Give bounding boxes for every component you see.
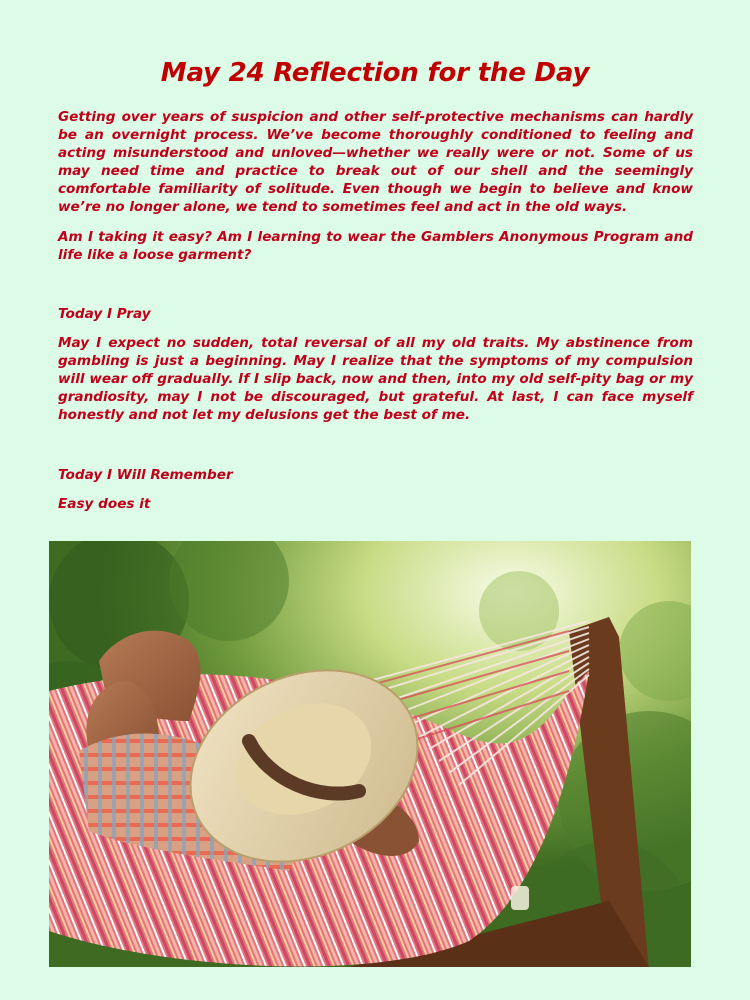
page-title: May 24 Reflection for the Day <box>160 58 590 88</box>
hammock-illustration <box>49 541 691 967</box>
pray-paragraph <box>58 334 693 424</box>
pray-text: May I expect no sudden, total reversal of all my old traits. My abstinence from gambling is just a beginning. May I realize that the symptoms of my compulsion will wear off gradually. If I slip back, now and then, into my old self-pity bag or my grandiosity, may I not be discouraged, but grateful. At last, I can face myself honestly and not let my delusions get the best of me. <box>58 335 693 423</box>
remember-paragraph <box>58 495 693 513</box>
pray-section-heading <box>58 305 693 323</box>
remember-section-heading <box>58 466 693 484</box>
remember-heading-text: Today I Will Remember <box>58 467 233 483</box>
reflection-paragraph-1 <box>58 108 693 216</box>
reflection-text-2: Am I taking it easy? Am I learning to wear the Gamblers Anonymous Program and life like a loose garment? <box>58 229 693 263</box>
pray-heading-text: Today I Pray <box>58 306 151 322</box>
reflection-paragraph-2 <box>58 228 693 264</box>
remember-text: Easy does it <box>58 496 151 512</box>
hammock-photo <box>49 541 691 967</box>
reflection-text-1: Getting over years of suspicion and other self-protective mechanisms can hardly be an overnight process. We’ve become thoroughly conditioned to feeling and acting misunderstood and unloved—whether we really were or not. Some of us may need time and practice to break out of our shell and the seemingly comfortable familiarity of solitude. Even though we begin to believe and know we’re no longer alone, we tend to sometimes feel and act in the old ways. <box>58 109 693 215</box>
